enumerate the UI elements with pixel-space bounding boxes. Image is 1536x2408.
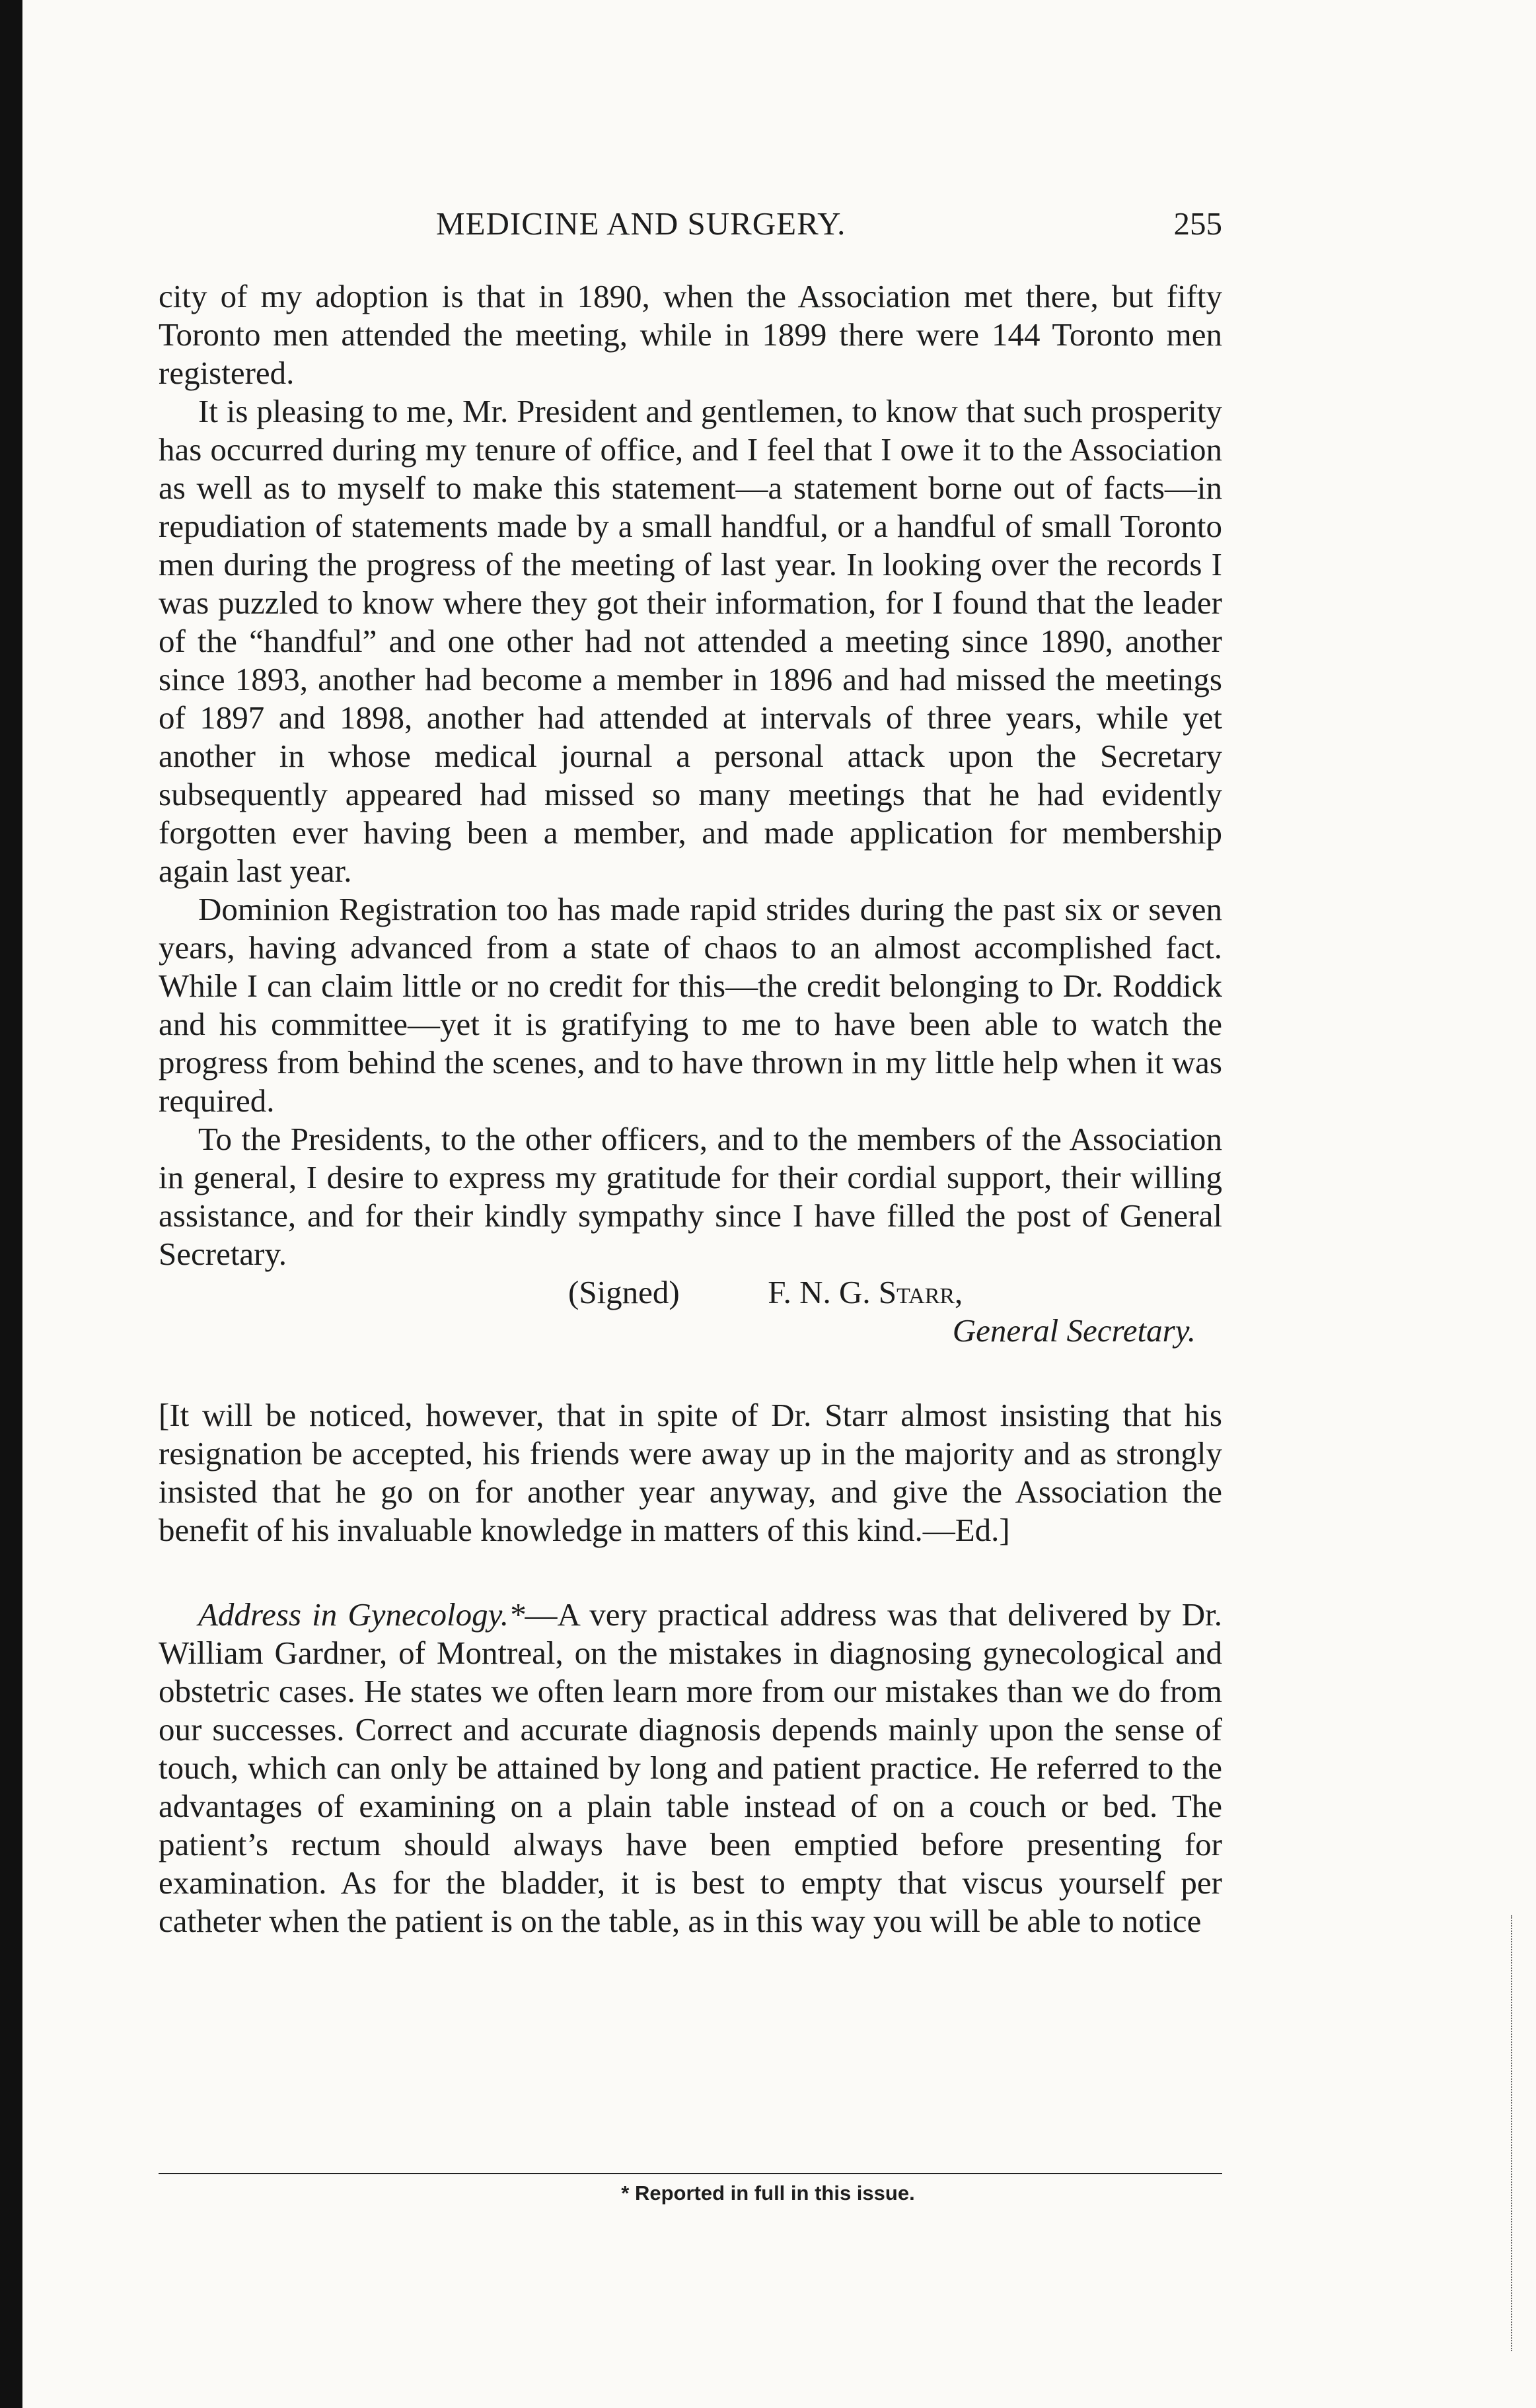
- paragraph-prosperity: It is pleasing to me, Mr. President and gentlemen, to know that such prosperity has occurred during my tenure of office, and I feel that I owe it to the Association as well as to myself to make this statement—a statement borne out of facts—in repudiation of statements made by a small handful, or a handful of small Toronto men during the progress of the meeting of last year. In looking over the records I was puzzled to know where they got their information, for I found that the leader of the “handful” and one other had not attended a meeting since 1890, another since 1893, another had become a member in 1896 and had missed the meetings of 1897 and 1898, another had attended at intervals of three years, while yet another in whose medical journal a personal attack upon the Secretary subsequently appeared had missed so many meetings that he had evidently forgotten ever having been a member, and made application for membership again last year.: [159, 393, 1222, 889]
- address-text: —A very practical address was that delivered by Dr. William Gardner, of Montreal, on the mistakes in diagnosing gynecological and obstetric cases. He states we often learn more from our mistakes than we do from our successes. Correct and accurate diagnosis depends mainly upon the sense of touch, which can only be attained by long and patient practice. He referred to the advantages of examining on a plain table instead of on a couch or bed. The patient’s rectum should always have been emptied before presenting for examination. As for the bladder, it is best to empty that viscus yourself per catheter when the patient is on the table, as in this way you will be able to notice: [159, 1596, 1222, 1939]
- paragraph-gratitude: To the Presidents, to the other officers, and to the members of the Association in general, I desire to express my gratitude for their cordial support, their willing assistance, and for their kindly sympathy since I have filled the post of General Secretary.: [159, 1121, 1222, 1272]
- page-binding-edge: [0, 0, 22, 2408]
- scan-noise: [1511, 1915, 1518, 2351]
- paragraph-dominion-registration: Dominion Registration too has made rapid strides during the past six or seven years, having advanced from a state of chaos to an almost accomplished fact. While I can claim little or no credit for this—the credit belonging to Dr. Roddick and his committee—yet it is gratifying to me to have been able to watch the progress from behind the scenes, and to have thrown in my little help when it was required.: [159, 891, 1222, 1119]
- signed-label: (Signed): [568, 1274, 680, 1310]
- signer-name: F. N. G. Starr,: [768, 1274, 963, 1310]
- address-heading: Address in Gynecology.*: [198, 1596, 525, 1633]
- section-gap: [159, 1350, 1222, 1396]
- paragraph-continuation: city of my adoption is that in 1890, when the Association met there, but fifty Toronto men attended the meeting, while in 1899 there were 144 Toronto men registered.: [159, 278, 1222, 391]
- footnote: * Reported in full in this issue.: [621, 2181, 915, 2205]
- footnote-rule: [159, 2173, 1222, 2174]
- address-paragraph: [159, 1596, 1222, 1940]
- editor-note: [It will be noticed, however, that in spite of Dr. Starr almost insisting that his resignation be accepted, his friends were away up in the majority and as strongly insisted that he go on for another year anyway, and give the Association the benefit of his invaluable knowledge in matters of this kind.—Ed.]: [159, 1397, 1222, 1548]
- section-gap: [159, 1549, 1222, 1596]
- page-body: [159, 277, 1222, 1940]
- running-title: MEDICINE AND SURGERY.: [436, 205, 846, 242]
- signature-line: [159, 1273, 1222, 1312]
- page-header: [159, 193, 1222, 252]
- page-number: 255: [1173, 205, 1222, 242]
- signer-title: General Secretary.: [952, 1312, 1196, 1349]
